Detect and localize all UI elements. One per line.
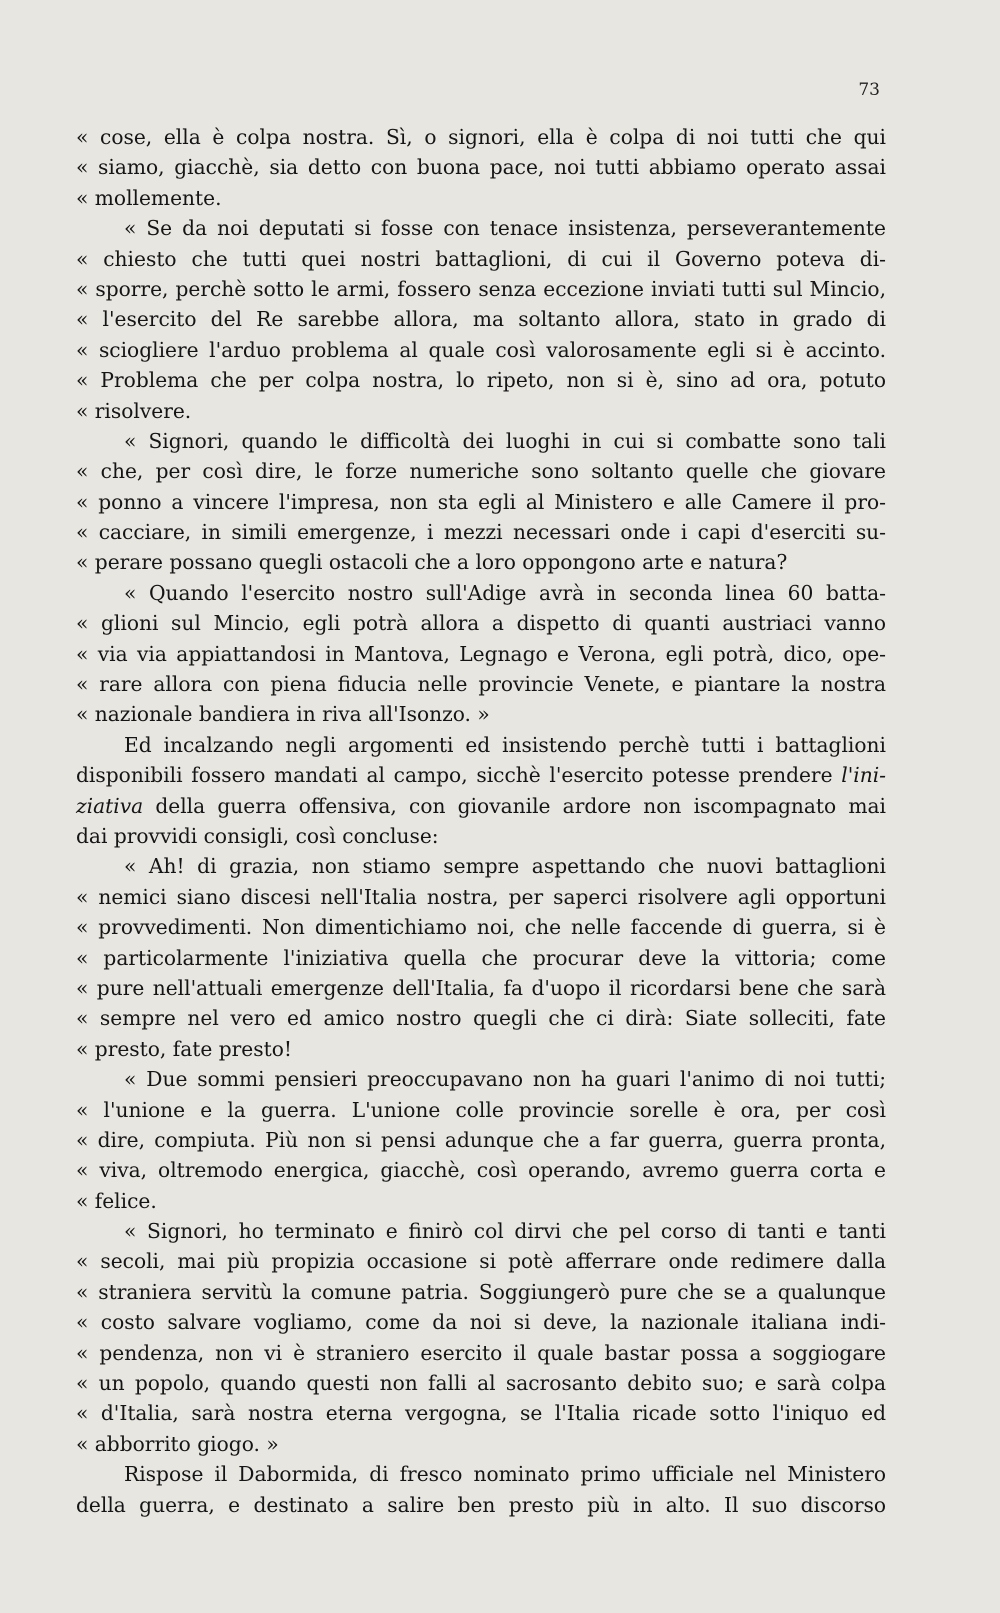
line-text: della guerra offensiva, con giovanile ardore non iscompagnato mai bbox=[155, 793, 886, 818]
line-text: « felice. bbox=[76, 1188, 157, 1213]
line-text: « Signori, quando le difficoltà dei luoghi in cui si combatte sono tali bbox=[124, 428, 886, 453]
text-line bbox=[76, 304, 886, 334]
italic-word: l'ini- bbox=[841, 763, 886, 788]
line-text: « Se da noi deputati si fosse con tenace insistenza, perseverantemente bbox=[124, 216, 886, 241]
text-line bbox=[76, 1186, 886, 1216]
line-text: « glioni sul Mincio, egli potrà allora a dispetto di quanti austriaci vanno bbox=[76, 611, 886, 636]
line-text: della guerra, e destinato a salire ben presto più in alto. Il suo discorso bbox=[76, 1492, 886, 1517]
text-line bbox=[76, 821, 886, 851]
line-text: « straniera servitù la comune patria. Soggiungerò pure che se a qualunque bbox=[76, 1279, 886, 1304]
text-line bbox=[76, 1277, 886, 1307]
text-line bbox=[76, 639, 886, 669]
text-line bbox=[76, 487, 886, 517]
line-text: « via via appiattandosi in Mantova, Legnago e Verona, egli potrà, dico, ope- bbox=[76, 641, 886, 666]
line-text: « d'Italia, sarà nostra eterna vergogna, se l'Italia ricade sotto l'iniquo ed bbox=[76, 1401, 886, 1426]
text-line bbox=[76, 1003, 886, 1033]
text-line bbox=[76, 608, 886, 638]
text-line bbox=[76, 456, 886, 486]
text-line bbox=[76, 1338, 886, 1368]
line-text: « pendenza, non vi è straniero esercito il quale bastar possa a soggiogare bbox=[76, 1340, 886, 1365]
text-line bbox=[76, 183, 886, 213]
line-text: « un popolo, quando questi non falli al sacrosanto debito suo; e sarà colpa bbox=[76, 1371, 886, 1396]
line-text: « secoli, mai più propizia occasione si potè afferrare onde redimere dalla bbox=[76, 1249, 886, 1274]
line-text: « Signori, ho terminato e finirò col dirvi che pel corso di tanti e tanti bbox=[124, 1219, 886, 1244]
line-text: « Problema che per colpa nostra, lo ripeto, non si è, sino ad ora, potuto bbox=[76, 368, 886, 393]
text-line bbox=[76, 365, 886, 395]
line-text: « chiesto che tutti quei nostri battaglioni, di cui il Governo poteva di- bbox=[76, 246, 886, 271]
text-line bbox=[76, 578, 886, 608]
text-line bbox=[76, 517, 886, 547]
line-text: « Quando l'esercito nostro sull'Adige avrà in seconda linea 60 batta- bbox=[124, 580, 886, 605]
line-text: « risolvere. bbox=[76, 398, 192, 423]
line-text: « presto, fate presto! bbox=[76, 1036, 292, 1061]
text-line bbox=[76, 1064, 886, 1094]
line-text: « mollemente. bbox=[76, 185, 222, 210]
line-text: « ponno a vincere l'impresa, non sta egli al Ministero e alle Camere il pro- bbox=[76, 489, 886, 514]
line-text: « particolarmente l'iniziativa quella che procurar deve la vittoria; come bbox=[76, 945, 886, 970]
text-line bbox=[76, 943, 886, 973]
text-line bbox=[76, 1155, 886, 1185]
line-text: « provvedimenti. Non dimentichiamo noi, che nelle faccende di guerra, si è bbox=[76, 915, 886, 940]
text-line bbox=[76, 1095, 886, 1125]
line-text: « pure nell'attuali emergenze dell'Italia, fa d'uopo il ricordarsi bene che sarà bbox=[76, 975, 886, 1000]
text-line bbox=[76, 547, 886, 577]
text-line bbox=[76, 973, 886, 1003]
page-number: 73 bbox=[858, 80, 880, 100]
line-text: Ed incalzando negli argomenti ed insistendo perchè tutti i battaglioni bbox=[124, 732, 886, 757]
line-text: « sciogliere l'arduo problema al quale così valorosamente egli si è accinto. bbox=[76, 337, 886, 362]
line-text: « costo salvare vogliamo, come da noi si deve, la nazionale italiana indi- bbox=[76, 1310, 886, 1335]
text-line bbox=[76, 335, 886, 365]
text-line bbox=[76, 1459, 886, 1489]
line-text: « siamo, giacchè, sia detto con buona pace, noi tutti abbiamo operato assai bbox=[76, 155, 886, 180]
line-text: « cacciare, in simili emergenze, i mezzi necessari onde i capi d'eserciti su- bbox=[76, 520, 886, 545]
text-line bbox=[76, 1125, 886, 1155]
text-line bbox=[76, 426, 886, 456]
line-text: « l'esercito del Re sarebbe allora, ma soltanto allora, stato in grado di bbox=[76, 307, 886, 332]
line-text: « nazionale bandiera in riva all'Isonzo. » bbox=[76, 702, 490, 727]
text-line bbox=[76, 851, 886, 881]
line-text: « perare possano quegli ostacoli che a loro oppongono arte e natura? bbox=[76, 550, 788, 575]
text-line bbox=[76, 244, 886, 274]
text-line bbox=[76, 730, 886, 760]
text-line bbox=[76, 1490, 886, 1520]
text-line bbox=[76, 1246, 886, 1276]
text-line bbox=[76, 912, 886, 942]
text-line bbox=[76, 1034, 886, 1064]
text-line bbox=[76, 152, 886, 182]
line-text: disponibili fossero mandati al campo, sicchè l'esercito potesse prendere bbox=[76, 763, 833, 788]
line-text: « abborrito giogo. » bbox=[76, 1431, 279, 1456]
line-text: « sporre, perchè sotto le armi, fossero senza eccezione inviati tutti sul Mincio, bbox=[76, 276, 886, 301]
text-line bbox=[76, 274, 886, 304]
text-line bbox=[76, 699, 886, 729]
text-line bbox=[76, 669, 886, 699]
text-line bbox=[76, 1429, 886, 1459]
line-text: « l'unione e la guerra. L'unione colle provincie sorelle è ora, per così bbox=[76, 1097, 886, 1122]
text-line bbox=[76, 791, 886, 821]
line-text: « nemici siano discesi nell'Italia nostra, per saperci risolvere agli opportuni bbox=[76, 884, 886, 909]
text-line bbox=[76, 1216, 886, 1246]
line-text: « dire, compiuta. Più non si pensi adunque che a far guerra, guerra pronta, bbox=[76, 1127, 886, 1152]
line-text: dai provvidi consigli, così concluse: bbox=[76, 823, 439, 848]
line-text: « viva, oltremodo energica, giacchè, così operando, avremo guerra corta e bbox=[76, 1158, 886, 1183]
text-line bbox=[76, 213, 886, 243]
line-text: « cose, ella è colpa nostra. Sì, o signori, ella è colpa di noi tutti che qui bbox=[76, 125, 886, 149]
text-line bbox=[76, 396, 886, 426]
text-line bbox=[76, 760, 886, 790]
line-text: Rispose il Dabormida, di fresco nominato primo ufficiale nel Ministero bbox=[124, 1462, 886, 1487]
italic-word: ziativa bbox=[76, 793, 144, 818]
text-line bbox=[76, 1368, 886, 1398]
line-text: « rare allora con piena fiducia nelle provincie Venete, e piantare la nostra bbox=[76, 672, 886, 697]
body-text bbox=[76, 122, 886, 1520]
text-line bbox=[76, 1307, 886, 1337]
line-text: « sempre nel vero ed amico nostro quegli che ci dirà: Siate solleciti, fate bbox=[76, 1006, 886, 1031]
text-line bbox=[76, 122, 886, 152]
text-line bbox=[76, 882, 886, 912]
text-line bbox=[76, 1398, 886, 1428]
line-text: « che, per così dire, le forze numeriche sono soltanto quelle che giovare bbox=[76, 459, 886, 484]
line-text: « Due sommi pensieri preoccupavano non ha guari l'animo di noi tutti; bbox=[124, 1067, 886, 1092]
line-text: « Ah! di grazia, non stiamo sempre aspettando che nuovi battaglioni bbox=[124, 854, 886, 879]
